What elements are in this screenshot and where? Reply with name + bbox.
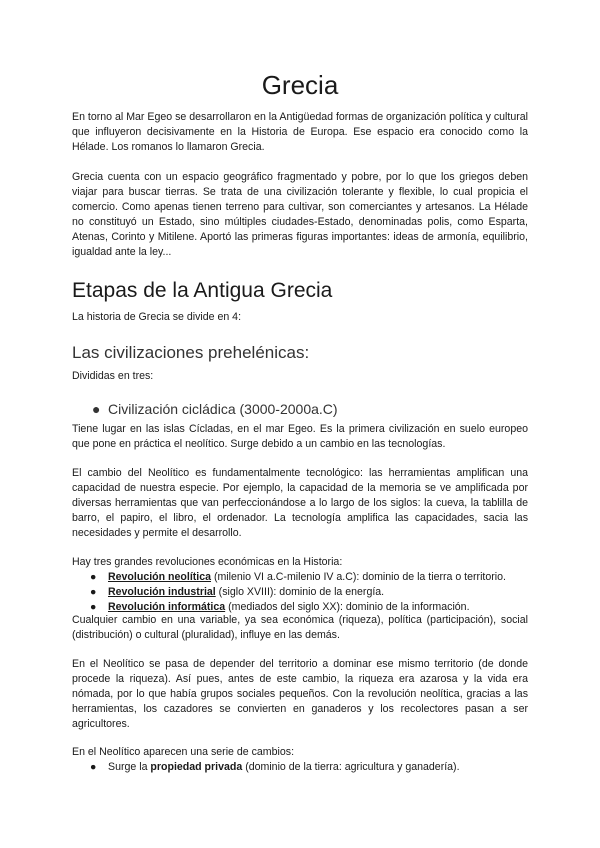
section-heading: Etapas de la Antigua Grecia bbox=[72, 279, 333, 302]
revolucion-detail: (siglo XVIII): dominio de la energía. bbox=[215, 586, 385, 598]
revolucion-name: Revolución informática bbox=[108, 601, 226, 613]
bullet-icon: ● bbox=[92, 401, 101, 417]
bullet-icon: ● bbox=[90, 586, 97, 598]
revolucion-detail: (mediados del siglo XX): dominio de la información. bbox=[225, 601, 470, 613]
section-intro: La historia de Grecia se divide en 4: bbox=[72, 311, 242, 323]
bullet-icon: ● bbox=[90, 601, 97, 613]
subsection-heading: Las civilizaciones prehelénicas: bbox=[72, 343, 310, 362]
paragraph-revoluciones-intro: Hay tres grandes revoluciones económicas en la Historia: bbox=[72, 556, 343, 568]
revolucion-name: Revolución industrial bbox=[108, 586, 216, 598]
subsection-intro: Divididas en tres: bbox=[72, 370, 154, 382]
cambio-pre: Surge la bbox=[108, 761, 151, 773]
page-title: Grecia bbox=[261, 70, 339, 100]
topic-heading bbox=[92, 399, 338, 419]
list-item bbox=[72, 570, 528, 585]
cambio-bold: propiedad privada bbox=[150, 761, 243, 773]
intro-paragraph-2: Grecia cuenta con un espacio geográfico fragmentado y pobre, por lo que los griegos deben viajar para buscar tierras. Se trata de una civilización tolerante y flexible, lo cual propicia el comercio. Como apenas tienen terreno para cultivar, son comerciantes y artesanos. La Hélade no constituyó un Estado, sino múltiples ciudades-Estado, denominadas polis, como Esparta, Atenas, Corinto y Mitilene. Aportó las primeras figuras importantes: ideas de armonía, equilibrio, igualdad ante la ley... bbox=[72, 171, 528, 258]
paragraph-neolitico: En el Neolítico se pasa de depender del territorio a dominar ese mismo territorio (de donde procede la riqueza). Así pues, antes de este cambio, la riqueza era azarosa y la vida era nómada, por lo que había grupos sociales pequeños. Con la revolución neolítica, gracias a las herramientas, los cazadores se convierten en ganaderos y los recolectores pasan a ser agricultores. bbox=[72, 658, 528, 730]
bullet-icon: ● bbox=[90, 571, 97, 583]
bullet-icon: ● bbox=[90, 761, 97, 773]
list-item bbox=[72, 585, 528, 600]
list-item bbox=[72, 760, 528, 775]
revolucion-detail: (milenio VI a.C-milenio IV a.C): dominio de la tierra o territorio. bbox=[211, 571, 506, 583]
cambio-post: (dominio de la tierra: agricultura y ganadería). bbox=[242, 761, 460, 773]
revoluciones-list bbox=[72, 570, 528, 615]
paragraph-cicladica: Tiene lugar en las islas Cícladas, en el mar Egeo. Es la primera civilización en suelo europeo que pone en práctica el neolítico. Surge debido a un cambio en las tecnologías. bbox=[72, 423, 528, 450]
revolucion-name: Revolución neolítica bbox=[108, 571, 212, 583]
paragraph-cualquier-cambio: Cualquier cambio en una variable, ya sea económica (riqueza), política (participación), social (distribución) o cultural (pluralidad), influye en las demás. bbox=[72, 614, 528, 641]
topic-heading-text: Civilización cicládica (3000-2000a.C) bbox=[108, 401, 338, 417]
cambios-list bbox=[72, 760, 528, 775]
paragraph-cambios-intro: En el Neolítico aparecen una serie de cambios: bbox=[72, 746, 295, 758]
intro-paragraph-1: En torno al Mar Egeo se desarrollaron en la Antigüedad formas de organización política y cultural que influyeron decisivamente en la Historia de Europa. Ese espacio era conocido como la Hélade. Los romanos lo llamaron Grecia. bbox=[72, 111, 528, 153]
paragraph-cambio-neolitico: El cambio del Neolítico es fundamentalmente tecnológico: las herramientas amplifican una capacidad de nuestra especie. Por ejemplo, la capacidad de la memoria se ve amplificada por diversas herramientas que van perfeccionándose a lo largo de los siglos: la cueva, la tablilla de barro, el papiro, el libro, el ordenador. La tecnología amplifica las capacidades, sacia las necesidades y permite el desarrollo. bbox=[72, 467, 528, 539]
